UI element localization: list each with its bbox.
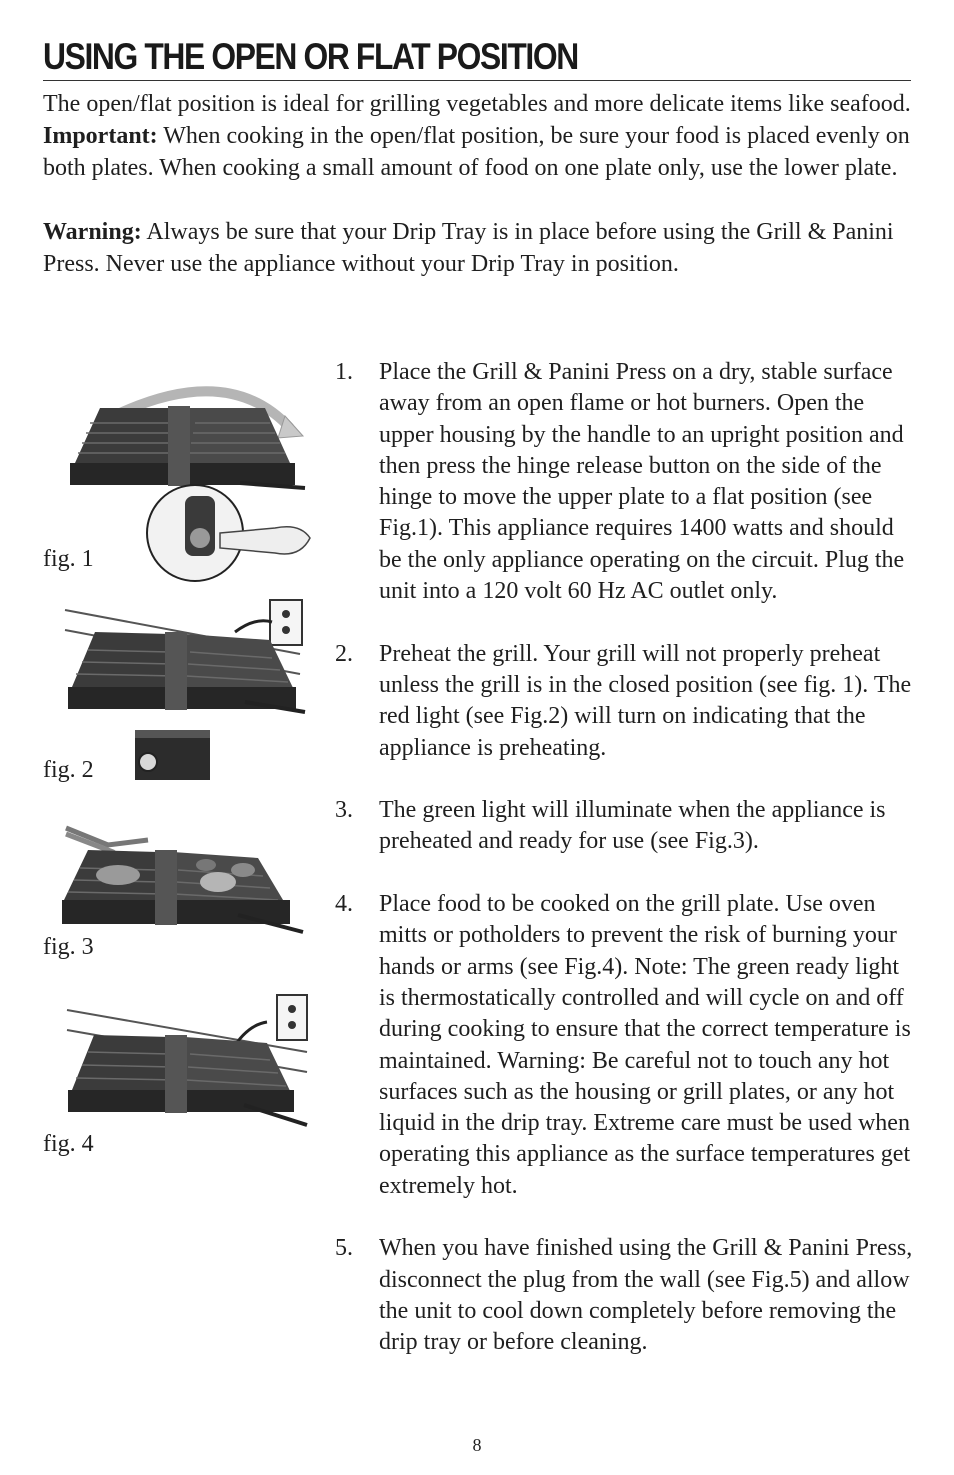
figure-2 (60, 592, 310, 792)
page-title: USING THE OPEN OR FLAT POSITION (43, 36, 578, 77)
figure-2-caption: fig. 2 (43, 757, 94, 783)
warning-label: Warning: (43, 219, 142, 245)
warning-note (43, 216, 913, 280)
step-number: 3. (335, 797, 353, 824)
instruction-steps (335, 357, 915, 1359)
warning-text: Always be sure that your Drip Tray is in place before using the Grill & Panini Press. Never use the appliance without your Drip Tray in position. (43, 219, 894, 277)
step-1 (335, 357, 915, 607)
step-text: The green light will illuminate when the appliance is preheated and ready for use (see Fig.3). (379, 797, 886, 855)
step-text: Place food to be cooked on the grill plate. Use oven mitts or potholders to prevent the risk of burning your hands or arms (see Fig.4). Note: The green ready light is thermostatically controlled and will cycle on and off during cooking to ensure that the correct temperature is maintained. Warning: Be careful not to touch any hot surfaces such as the housing or grill plates, or any hot liquid in the drip tray. Extreme care must be used when operating this appliance as the surface temperatures get extremely hot. (379, 891, 911, 1199)
intro-section (43, 88, 913, 280)
important-note (43, 120, 913, 184)
title-divider (43, 80, 911, 81)
figure-3-caption: fig. 3 (43, 934, 94, 960)
step-number: 1. (335, 359, 353, 385)
figure-3 (58, 820, 313, 935)
grill-unplugged-from-outlet-illustration (62, 990, 312, 1130)
step-2 (335, 639, 915, 764)
step-number: 4. (335, 891, 353, 918)
important-label: Important: (43, 123, 158, 149)
page-number: 8 (472, 1435, 482, 1455)
figure-1 (60, 378, 315, 583)
step-text: Preheat the grill. Your grill will not properly preheat unless the grill is in the closed position (see fig. 1). The red light (see Fig.2) will turn on indicating that the appliance is preheating. (379, 640, 912, 761)
step-3 (335, 795, 915, 858)
intro-paragraph: The open/flat position is ideal for grilling vegetables and more delicate items like seafood. (43, 91, 911, 117)
step-number: 5. (335, 1235, 353, 1262)
grill-open-flat-with-hinge-release-illustration (60, 378, 315, 583)
figure-4 (62, 990, 312, 1130)
figure-1-caption: fig. 1 (43, 546, 94, 572)
step-text: Place the Grill & Panini Press on a dry, stable surface away from an open flame or hot burners. Open the upper housing by the handle to an upright position and then press the hinge release button on the side of the hinge to move the upper plate to a flat position (see Fig.1). This appliance requires 1400 watts and should be the only appliance operating on the circuit. Plug the unit into a 120 volt 60 Hz AC outlet only. (379, 359, 905, 605)
step-text: When you have finished using the Grill & Panini Press, disconnect the plug from the wall (see Fig.5) and allow the unit to cool down completely before removing the drip tray or before cleaning. (379, 1235, 913, 1356)
figure-4-caption: fig. 4 (43, 1131, 94, 1157)
step-5 (335, 1233, 915, 1358)
important-text: When cooking in the open/flat position, be sure your food is placed evenly on both plates. When cooking a small amount of food on one plate only, use the lower plate. (43, 123, 910, 181)
step-number: 2. (335, 640, 353, 667)
step-4 (335, 889, 915, 1202)
grill-plugged-in-with-red-light-illustration (60, 592, 310, 792)
grill-with-food-and-tongs-illustration (58, 820, 313, 935)
